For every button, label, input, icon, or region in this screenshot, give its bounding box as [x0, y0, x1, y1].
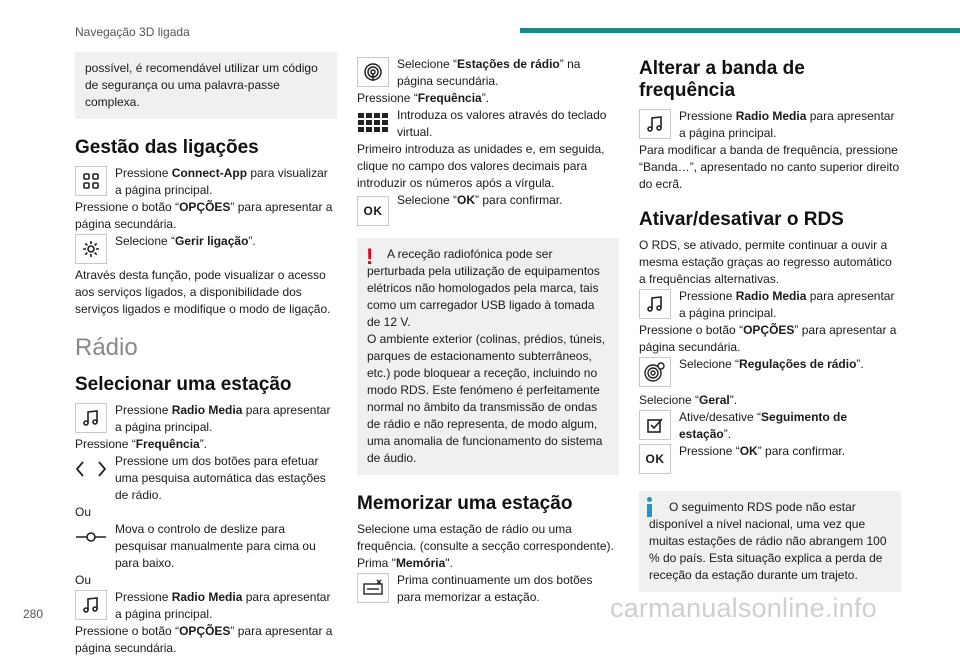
- step-text: Pressione: [115, 403, 172, 417]
- warning-box: [357, 238, 619, 475]
- running-header: Navegação 3D ligada: [75, 25, 190, 39]
- paragraph: Através desta função, pode visualizar o acesso aos serviços ligados, a disponibilidade dos serviços ligados e modifique o modo de ligação.: [75, 268, 331, 316]
- step-text: ” para apresentar a página secundária.: [639, 323, 897, 354]
- step-bold: Estações de rádio: [457, 57, 560, 71]
- step-text: Introduza os valores através do teclado virtual.: [397, 108, 607, 139]
- step-bold: Frequência: [135, 437, 200, 451]
- step-bold: Radio Media: [735, 109, 807, 123]
- step-text: Pressione: [115, 590, 172, 604]
- warning-icon: !: [366, 244, 374, 269]
- info-box: [639, 491, 901, 592]
- step-text: Pressione “: [357, 91, 418, 105]
- step-text: Pressione: [679, 109, 736, 123]
- step-memoria: [357, 555, 619, 572]
- step-text: Pressione o botão “: [75, 624, 180, 638]
- step-text: Ative/desative “: [679, 410, 762, 424]
- step-manual-search: [75, 521, 337, 572]
- step-bold: Radio Media: [171, 403, 243, 417]
- step-text: Selecione “: [397, 57, 458, 71]
- step-frequencia: [357, 90, 619, 107]
- step-text: para visualizar a página principal.: [115, 166, 328, 197]
- note-box: [75, 52, 337, 119]
- step-text: Pressione um dos botões para efetuar uma pesquisa automática das estações de rádio.: [115, 454, 326, 502]
- section-heading-selecionar: Selecionar uma estação: [75, 374, 292, 395]
- section-heading-rds: Ativar/desativar o RDS: [639, 209, 844, 230]
- step-ok: [639, 443, 901, 479]
- step-bold: OK: [739, 444, 758, 458]
- step-bold: Seguimento de estação: [679, 410, 848, 441]
- step-text: ”.: [856, 357, 864, 371]
- section-heading-memorizar: Memorizar uma estação: [357, 493, 573, 514]
- step-bold: OPÇÕES: [179, 200, 231, 214]
- paragraph: Para modificar a banda de frequência, pressione “Banda…”, apresentado no canto superior direito do ecrã.: [639, 143, 900, 191]
- step-radio-settings: [639, 356, 901, 388]
- step-bold: Radio Media: [735, 289, 807, 303]
- info-text: O seguimento RDS pode não estar disponível a nível nacional, uma vez que muitas estações de rádio não abrangem 100 % do país. Esta situação explica a perda de receção da estação durante um trajeto.: [649, 500, 887, 582]
- watermark: carmanualsonline.info: [610, 593, 877, 623]
- chevron-left-right-icon: [75, 454, 107, 484]
- radio-station-icon: [357, 57, 389, 87]
- step-bold: Regulações de rádio: [739, 357, 857, 371]
- step-bold: Geral: [699, 393, 730, 407]
- step-text: para apresentar a página principal.: [115, 403, 331, 434]
- page-number: 280: [23, 607, 44, 621]
- step-text: Mova o controlo de deslize para pesquisar manualmente para cima ou para baixo.: [115, 522, 316, 570]
- step-frequencia: [75, 436, 337, 453]
- info-icon: [647, 497, 652, 517]
- step-seguimento: [639, 409, 901, 443]
- step-text: ” na página secundária.: [397, 57, 581, 88]
- paragraph: Selecione uma estação de rádio ou uma frequência. (consulte a secção correspondente).: [357, 522, 614, 553]
- step-text: Selecione “: [639, 393, 700, 407]
- connect-app-grid-icon: [75, 166, 107, 196]
- music-note-icon: [75, 590, 107, 620]
- step-ok: [357, 192, 619, 232]
- step-text: Pressione “: [679, 444, 740, 458]
- step-text: Selecione “: [115, 234, 176, 248]
- paragraph: O RDS, se ativado, permite continuar a ouvir a mesma estação graças ao regresso automático a frequências alternativas.: [639, 238, 892, 286]
- step-auto-search: [75, 453, 337, 504]
- step-memorize: [357, 572, 619, 606]
- music-note-icon: [639, 289, 671, 319]
- keypad-icon: [357, 108, 389, 138]
- step-bold: Radio Media: [171, 590, 243, 604]
- section-heading-gestao: Gestão das ligações: [75, 137, 259, 158]
- slider-tuner-icon: [75, 522, 107, 552]
- step-text: ”.: [723, 427, 732, 441]
- note-text: possível, é recomendável utilizar um código de segurança ou uma palavra-passe complexa.: [85, 61, 318, 109]
- header-accent-bar: [520, 28, 960, 33]
- step-bold: OK: [457, 193, 476, 207]
- column-1: [75, 52, 337, 657]
- step-text: ” para apresentar a página secundária.: [75, 200, 333, 231]
- step-text: para apresentar a página principal.: [679, 289, 895, 320]
- step-text: Pressione “: [75, 437, 136, 451]
- step-text: Prima ": [357, 556, 396, 570]
- ok-button-icon: [357, 196, 389, 226]
- step-text: ”.: [248, 234, 256, 248]
- radio-settings-icon: [639, 357, 671, 387]
- step-bold: Frequência: [417, 91, 482, 105]
- step-text: Selecione “: [397, 193, 458, 207]
- step-text: ”.: [199, 437, 208, 451]
- step-text: ”.: [729, 393, 738, 407]
- step-connect-app: [75, 165, 337, 199]
- section-heading-banda: Alterar a banda de frequência: [639, 58, 805, 101]
- step-keyboard: [357, 107, 619, 141]
- step-radio-media-2: [639, 288, 901, 322]
- step-text: ” para confirmar.: [475, 193, 563, 207]
- step-gerir-ligacao: [75, 233, 337, 265]
- paragraph: Primeiro introduza as unidades e, em seguida, clique no campo dos valores decimais para introduzir os números após a vírgula.: [357, 142, 605, 190]
- column-2: [357, 56, 619, 606]
- step-radio-media: [75, 402, 337, 436]
- step-options-2: [75, 623, 337, 657]
- column-3: [639, 58, 901, 602]
- step-bold: Connect-App: [171, 166, 248, 180]
- ok-label: OK: [645, 451, 665, 466]
- checkbox-icon: [639, 410, 671, 440]
- step-text: Pressione: [679, 289, 736, 303]
- step-text: Pressione o botão “: [639, 323, 744, 337]
- music-note-icon: [639, 109, 671, 139]
- step-text: ".: [445, 556, 453, 570]
- step-radio-media-2: [75, 589, 337, 623]
- step-text: Pressione o botão “: [75, 200, 180, 214]
- step-bold: OPÇÕES: [179, 624, 231, 638]
- step-text: Pressione: [115, 166, 172, 180]
- step-estacoes: [357, 56, 619, 90]
- warning-text-2: O ambiente exterior (colinas, prédios, túneis, parques de estacionamento subterrâneos, etc.) pode bloquear a receção, incluindo no modo RDS. Este fenómeno é perfeitamente normal no âmbito da transmissão de ondas de rádio e não representa, de modo algum, uma anomalia de funcionamento do sistema de áudio.: [367, 332, 606, 465]
- preset-memory-icon: [357, 573, 389, 603]
- warning-text-1: A receção radiofónica pode ser perturbada pela utilização de equipamentos elétricos não homologados pela marca, tais como um carregador USB ligado à tomada de 12 V.: [367, 247, 600, 329]
- music-note-icon: [75, 403, 107, 433]
- step-bold: Memória: [395, 556, 446, 570]
- step-text: Selecione “: [679, 357, 740, 371]
- step-text: ”.: [481, 91, 490, 105]
- or-label: Ou: [75, 505, 92, 519]
- step-bold: Gerir ligação: [175, 234, 249, 248]
- step-geral: [639, 392, 901, 409]
- step-text: ” para apresentar a página secundária.: [75, 624, 333, 655]
- chapter-title-radio: Rádio: [75, 334, 138, 361]
- or-label: Ou: [75, 573, 92, 587]
- step-text: ” para confirmar.: [757, 444, 846, 458]
- step-options: [75, 199, 337, 233]
- ok-label: OK: [363, 203, 383, 218]
- step-options: [639, 322, 901, 356]
- step-text: Prima continuamente um dos botões para memorizar a estação.: [397, 573, 593, 604]
- ok-button-icon: [639, 444, 671, 474]
- step-radio-media: [639, 108, 901, 142]
- step-text: para apresentar a página principal.: [115, 590, 331, 621]
- step-bold: OPÇÕES: [743, 323, 795, 337]
- step-text: para apresentar a página principal.: [679, 109, 895, 140]
- settings-gear-icon: [75, 234, 107, 264]
